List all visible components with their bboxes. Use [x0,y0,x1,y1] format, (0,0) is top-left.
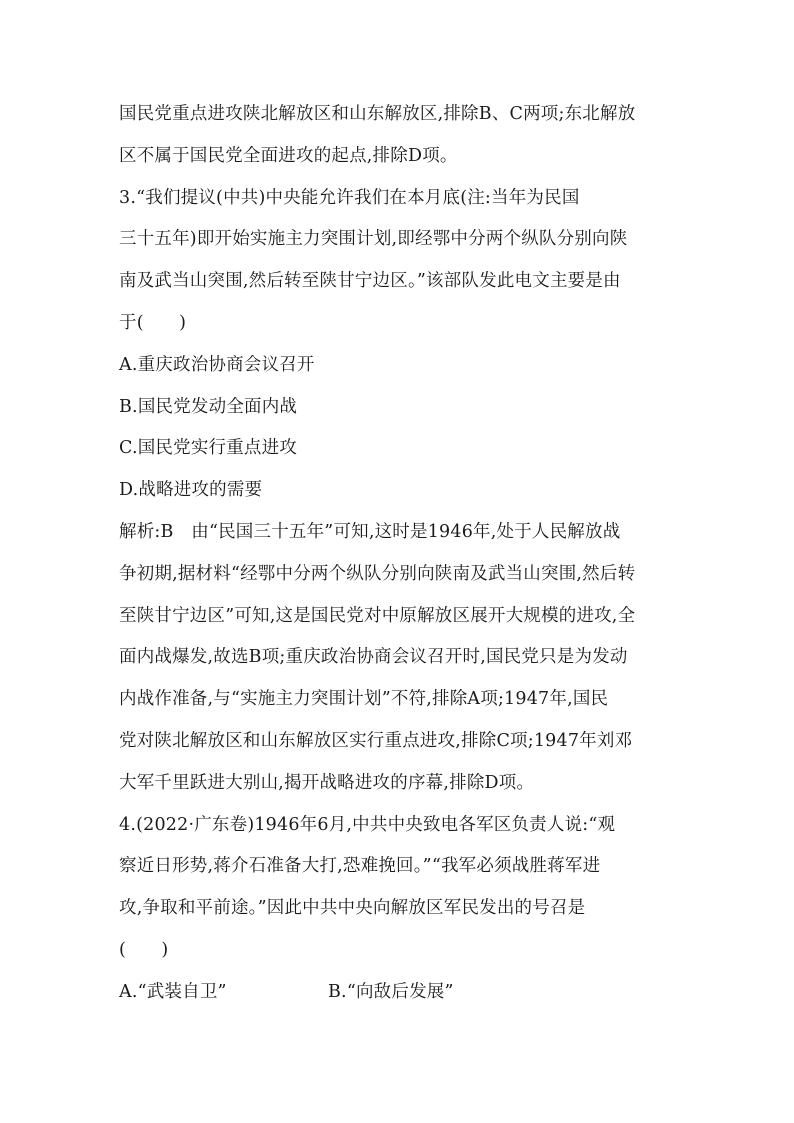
question-4-stem-line: 察近日形势,蒋介石准备大打,恐难挽回。”“我军必须战胜蒋军进 [119,856,601,877]
question-3-option-a: A.重庆政治协商会议召开 [119,354,315,375]
question-3-analysis-line: 面内战爆发,故选B项;重庆政治协商会议召开时,国民党只是为发动 [119,647,628,668]
question-3-option-b: B.国民党发动全面内战 [119,396,298,417]
question-3-option-d: D.战略进攻的需要 [119,480,263,501]
question-3 [119,178,684,805]
text-line: 区不属于国民党全面进攻的起点,排除D项。 [119,145,458,166]
question-3-analysis-line: 内战作准备,与“实施主力突围计划”不符,排除A项;1947年,国民 [119,689,609,710]
previous-explanation [119,94,684,178]
question-4-option-b: B.“向敌后发展” [328,981,454,1002]
question-4-options [119,972,684,1014]
question-3-analysis-line: 解析:B 由“民国三十五年”可知,这时是1946年,处于人民解放战 [119,521,621,542]
question-3-stem-line: 三十五年)即开始实施主力突围计划,即经鄂中分两个纵队分别向陕 [119,229,628,250]
document-page [119,94,684,1014]
question-3-option-c: C.国民党实行重点进攻 [119,438,298,459]
question-4-option-a: A.“武装自卫” [119,981,227,1002]
question-4-stem-line: 4.(2022·广东卷)1946年6月,中共中央致电各军区负责人说:“观 [119,814,616,835]
question-3-analysis-line: 党对陕北解放区和山东解放区实行重点进攻,排除C项;1947年刘邓 [119,730,633,751]
question-3-analysis-line: 大军千里跃进大别山,揭开战略进攻的序幕,排除D项。 [119,772,535,793]
question-3-stem-line: 于( ) [119,312,187,333]
question-3-stem-line: 3.“我们提议(中共)中央能允许我们在本月底(注:当年为民国 [119,187,580,208]
question-4-stem-line: ( ) [119,939,169,960]
question-3-analysis-line: 至陕甘宁边区”可知,这是国民党对中原解放区展开大规模的进攻,全 [119,605,636,626]
question-4-stem-line: 攻,争取和平前途。”因此中共中央向解放区军民发出的号召是 [119,898,586,919]
question-3-stem-line: 南及武当山突围,然后转至陕甘宁边区。”该部队发此电文主要是由 [119,271,621,292]
text-line: 国民党重点进攻陕北解放区和山东解放区,排除B、C两项;东北解放 [119,104,636,124]
question-4 [119,805,684,1014]
question-3-analysis-line: 争初期,据材料“经鄂中分两个纵队分别向陕南及武当山突围,然后转 [119,563,636,584]
